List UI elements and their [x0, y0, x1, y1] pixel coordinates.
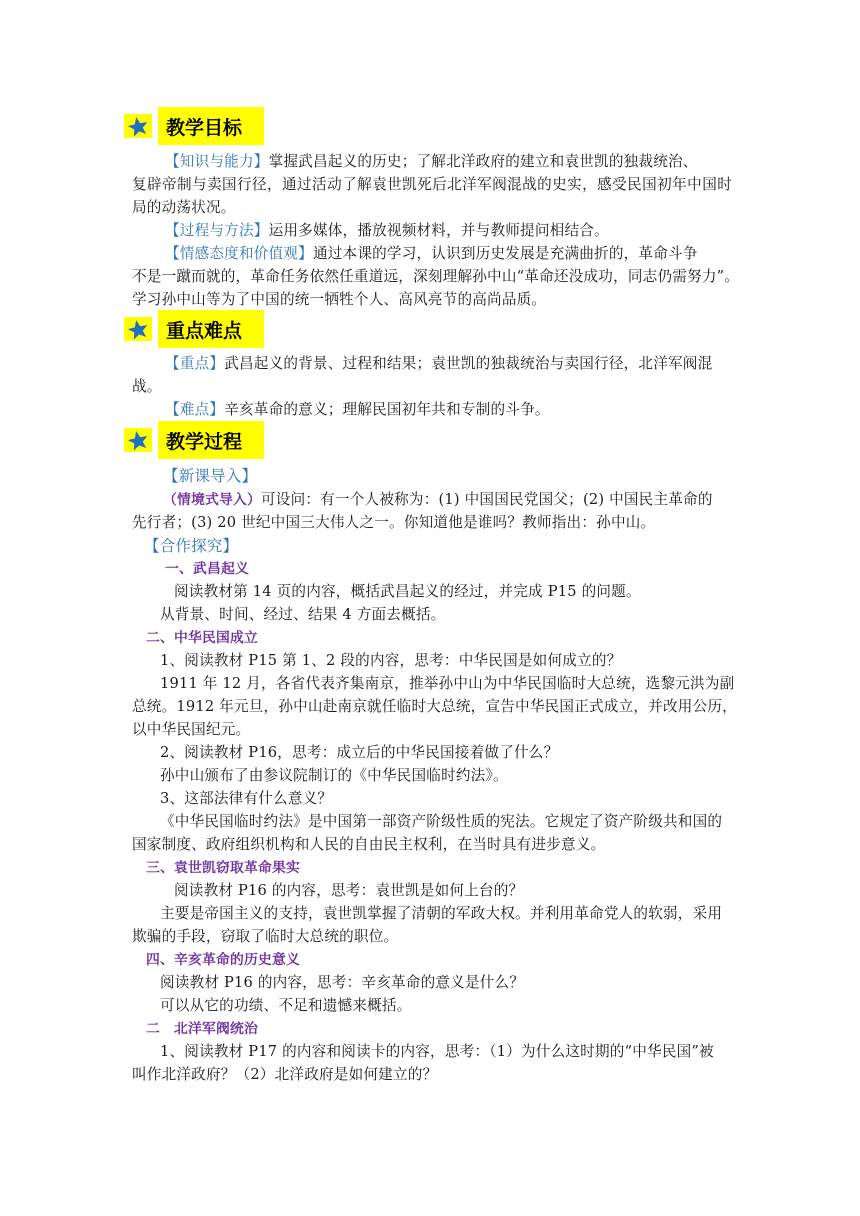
paragraph-line — [165, 151, 732, 173]
subheading-cooperation: 【合作探究】 — [144, 537, 239, 555]
paragraph-line: 1、阅读教材 P15 第 1、2 段的内容，思考：中华民国是如何成立的？ — [160, 652, 622, 669]
paragraph-line: 战。 — [132, 378, 162, 395]
subsection-title: 一、武昌起义 — [165, 561, 249, 577]
label-knowledge: 【知识与能力】 — [165, 153, 269, 170]
subsection-title: 二、中华民国成立 — [146, 630, 258, 646]
paragraph-line — [165, 243, 732, 265]
subheading-intro: 【新课导入】 — [163, 467, 258, 485]
paragraph-line: 3、这部法律有什么意义？ — [160, 790, 333, 807]
section-title: 教学过程 — [158, 421, 264, 459]
paragraph-line: 1、阅读教材 P17 的内容和阅读卡的内容，思考：（1）为什么这时期的“中华民国”被 — [160, 1043, 714, 1060]
paragraph-line: 复辟帝制与卖国行径，通过活动了解袁世凯死后北洋军阀混战的史实，感受民国初年中国时 — [132, 176, 732, 193]
section-heading-process — [124, 420, 264, 460]
paragraph-line: 学习孙中山等为了中国的统一牺牲个人、高风亮节的高尚品质。 — [132, 291, 547, 308]
subsection-title: 二 北洋军阀统治 — [146, 1021, 258, 1037]
text: 可设问：有一个人被称为：(1) 中国国民党国父；(2) 中国民主革命的 — [260, 491, 713, 508]
paragraph-line: 总统。1912 年元旦，孙中山赴南京就任临时大总统，宣告中华民国正式成立，并改用公历， — [132, 698, 737, 715]
paragraph-line: 国家制度、政府组织机构和人民的自由民主权利，在当时具有进步意义。 — [132, 836, 606, 853]
paragraph-line: 1911 年 12 月，各省代表齐集南京，推举孙中山为中华民国临时大总统，选黎元洪为副 — [160, 675, 735, 692]
text: 通过本课的学习，认识到历史发展是充满曲折的，革命斗争 — [312, 245, 698, 262]
paragraph-line — [163, 489, 732, 511]
paragraph-line: 从背景、时间、经过、结果 4 方面去概括。 — [160, 606, 446, 623]
section-title: 重点难点 — [158, 310, 264, 348]
text: 辛亥革命的意义；理解民国初年共和专制的斗争。 — [224, 401, 550, 418]
paragraph-line — [165, 399, 765, 421]
paragraph-line: 孙中山颁布了由参议院制订的《中华民国临时约法》。 — [160, 767, 508, 784]
text: 武昌起义的背景、过程和结果；袁世凯的独裁统治与卖国行径，北洋军阀混 — [224, 355, 713, 372]
paragraph-line — [165, 220, 765, 242]
paragraph-line: 主要是帝国主义的支持，袁世凯掌握了清朝的军政大权。并利用革命党人的软弱，采用 — [160, 905, 723, 922]
text: 掌握武昌起义的历史；了解北洋政府的建立和袁世凯的独裁统治、 — [268, 153, 698, 170]
text: 运用多媒体，播放视频材料，并与教师提问相结合。 — [268, 222, 609, 239]
label-scene: （情境式导入） — [163, 492, 261, 508]
label-process: 【过程与方法】 — [165, 222, 269, 239]
label-key: 【重点】 — [165, 355, 225, 372]
section-heading-keypoints — [124, 309, 264, 349]
paragraph-line: 不是一蹴而就的，革命任务依然任重道远，深刻理解孙中山“革命还没成功，同志仍需努力”。 — [132, 268, 740, 285]
section-title: 教学目标 — [158, 107, 264, 145]
star-icon — [124, 114, 152, 138]
subsection-title: 四、辛亥革命的历史意义 — [146, 952, 300, 968]
paragraph-line: 叫作北洋政府？（2）北洋政府是如何建立的？ — [132, 1066, 438, 1083]
paragraph-line: 阅读教材 P16 的内容，思考：袁世凯是如何上台的？ — [174, 882, 524, 899]
paragraph-line: 先行者；(3) 20 世纪中国三大伟人之一。你知道他是谁吗？教师指出：孙中山。 — [132, 514, 656, 531]
label-difficulty: 【难点】 — [165, 401, 225, 418]
paragraph-line: 以中华民国纪元。 — [132, 721, 251, 738]
paragraph-line: 可以从它的功绩、不足和遗憾来概括。 — [160, 997, 412, 1014]
section-heading-goals — [124, 106, 264, 146]
paragraph-line: 2、阅读教材 P16，思考：成立后的中华民国接着做了什么？ — [160, 744, 559, 761]
paragraph-line: 《中华民国临时约法》是中国第一部资产阶级性质的宪法。它规定了资产阶级共和国的 — [160, 813, 723, 830]
paragraph-line — [165, 353, 732, 375]
star-icon — [124, 317, 152, 341]
subsection-title: 三、袁世凯窃取革命果实 — [146, 860, 300, 876]
paragraph-line: 阅读教材 P16 的内容，思考：辛亥革命的意义是什么？ — [160, 974, 525, 991]
paragraph-line: 欺骗的手段，窃取了临时大总统的职位。 — [132, 928, 399, 945]
label-emotion: 【情感态度和价值观】 — [165, 245, 313, 262]
star-icon — [124, 428, 152, 452]
paragraph-line: 局的动荡状况。 — [132, 199, 236, 216]
paragraph-line: 阅读教材第 14 页的内容，概括武昌起义的经过，并完成 P15 的问题。 — [174, 583, 641, 600]
